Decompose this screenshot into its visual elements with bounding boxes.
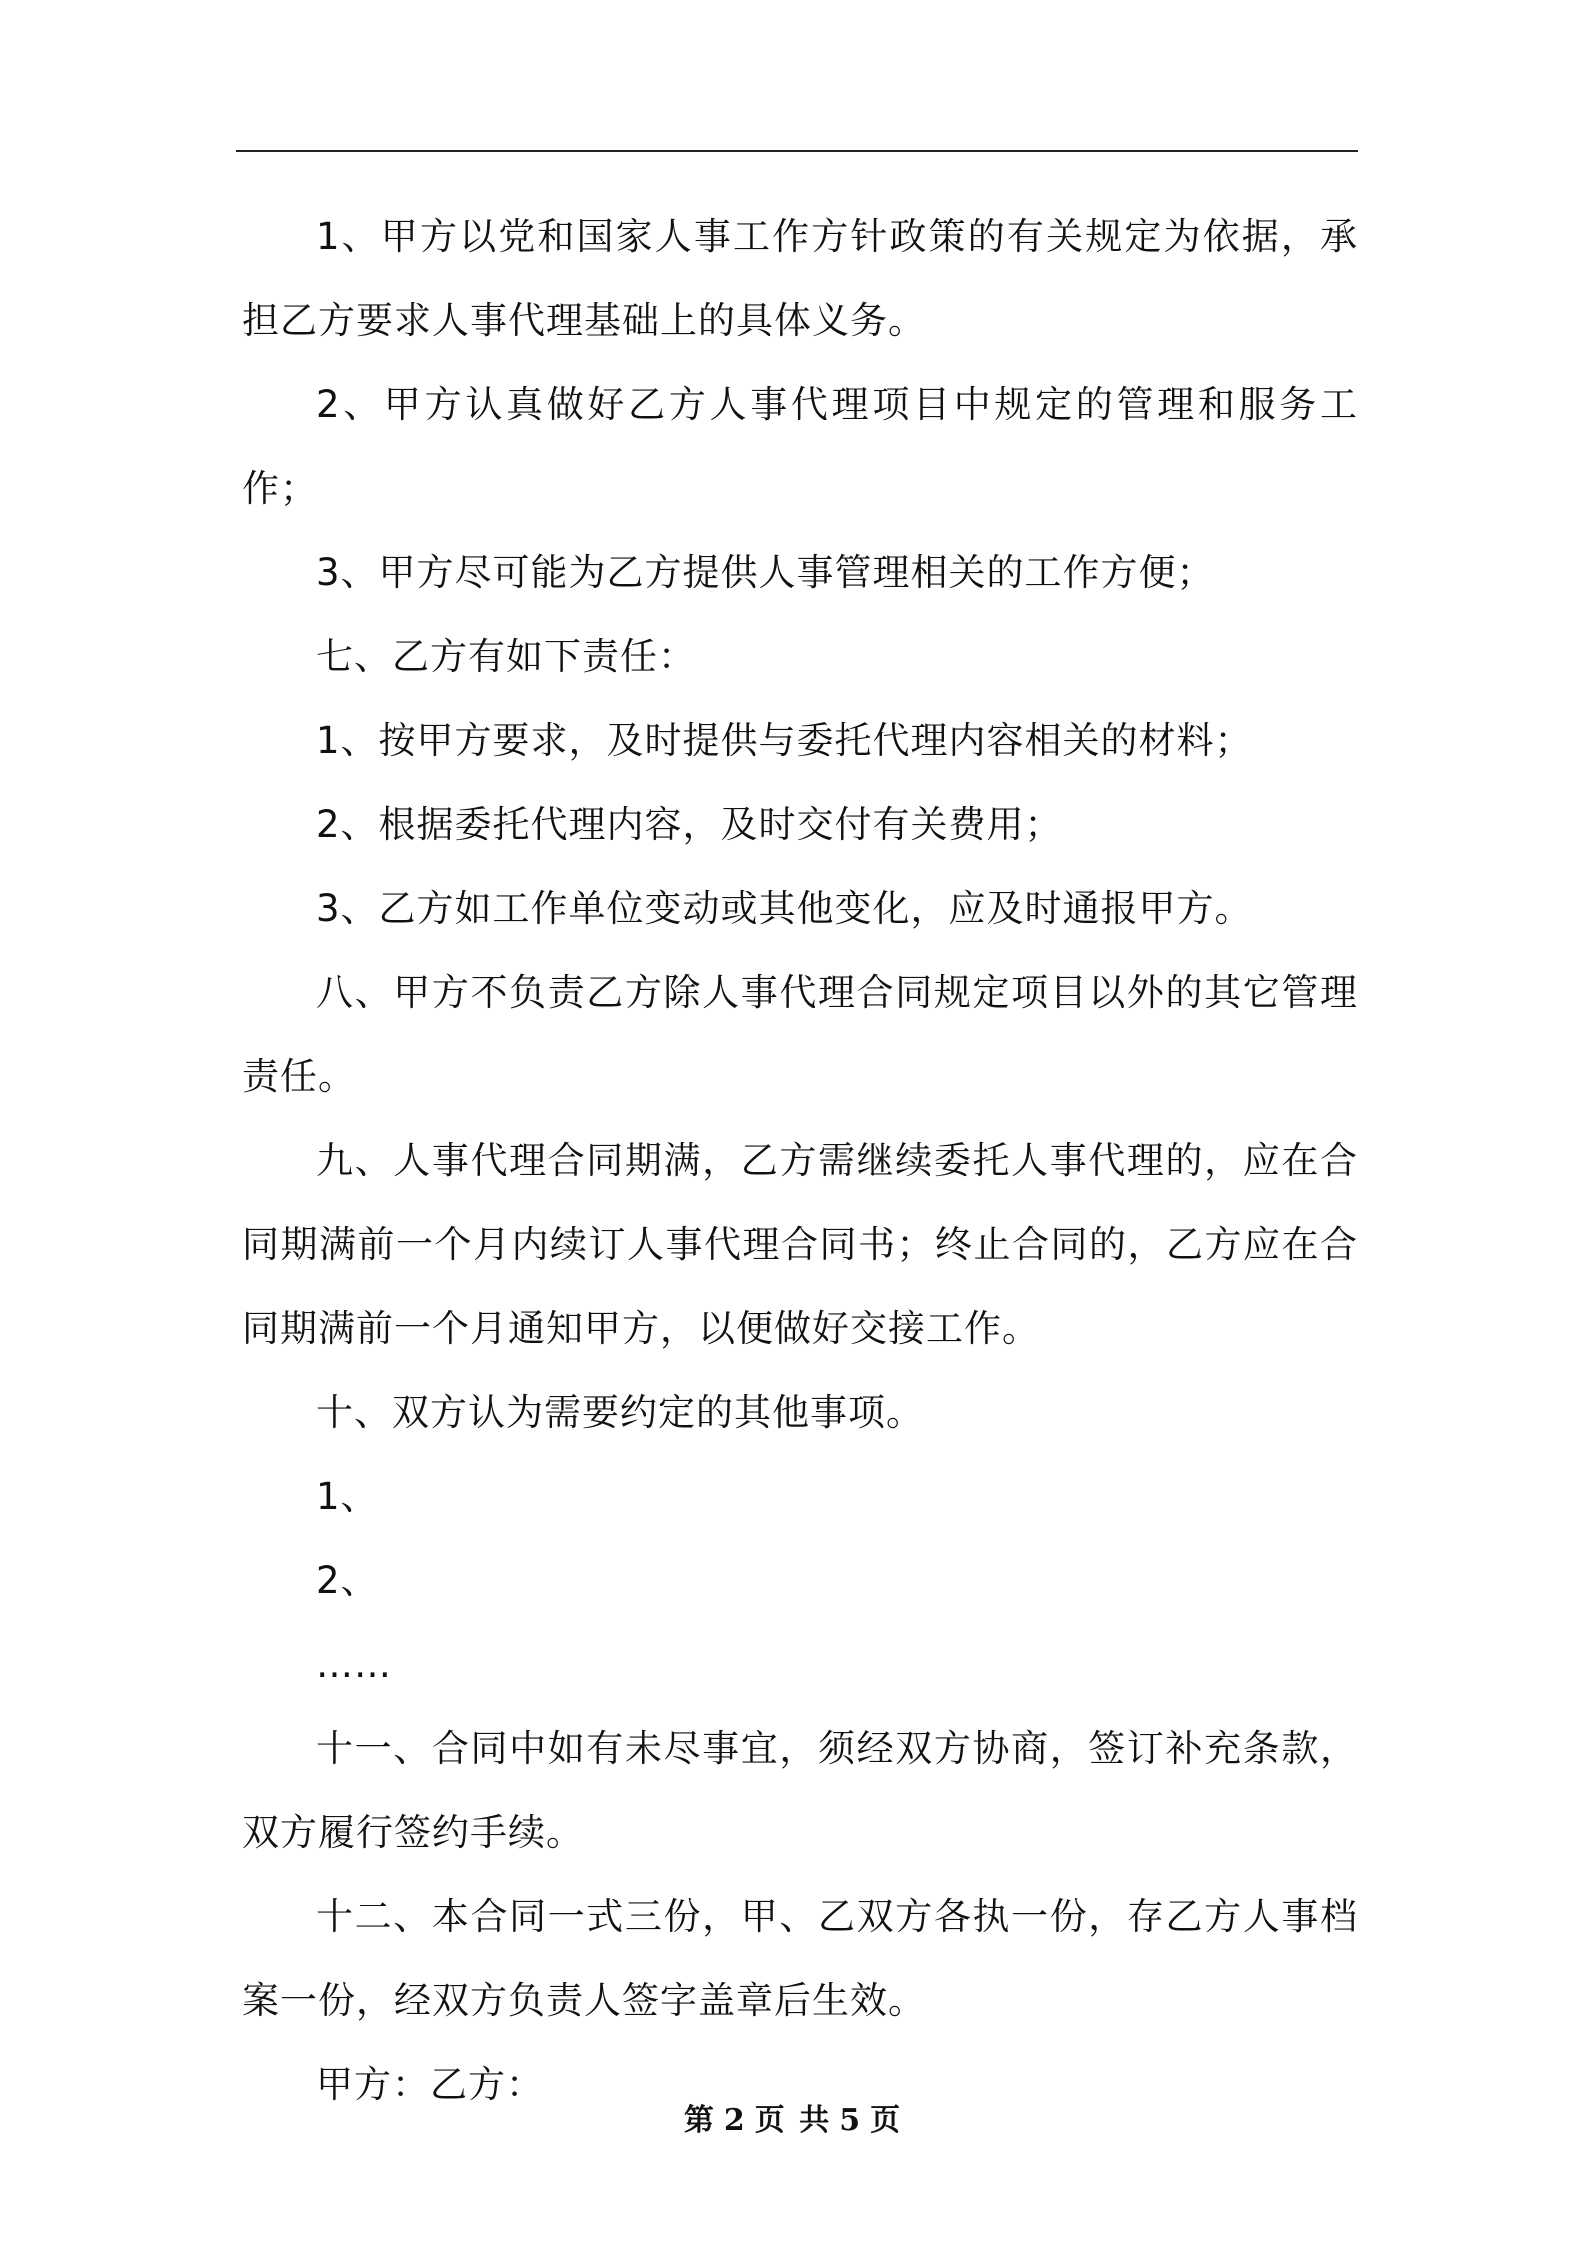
- current-page-number: 2: [723, 2103, 747, 2138]
- header-rule: [236, 150, 1358, 152]
- paragraph: 八、甲方不负责乙方除人事代理合同规定项目以外的其它管理责任。: [242, 971, 1358, 1098]
- paragraph: 1、甲方以党和国家人事工作方针政策的有关规定为依据，承担乙方要求人事代理基础上的具体义务。: [242, 215, 1358, 342]
- paragraph: 2、根据委托代理内容，及时交付有关费用；: [316, 803, 1063, 846]
- paragraph: 3、甲方尽可能为乙方提供人事管理相关的工作方便；: [316, 551, 1215, 594]
- paragraph: 1、按甲方要求，及时提供与委托代理内容相关的材料；: [316, 719, 1253, 762]
- paragraph: 3、乙方如工作单位变动或其他变化，应及时通报甲方。: [316, 887, 1253, 930]
- ellipsis: ……: [316, 1643, 392, 1686]
- paragraph: 十一、合同中如有未尽事宜，须经双方协商，签订补充条款，双方履行签约手续。: [242, 1727, 1358, 1854]
- paragraph: 十、双方认为需要约定的其他事项。: [316, 1391, 924, 1434]
- footer-middle: 页 共: [754, 2103, 832, 2138]
- footer-suffix: 页: [870, 2103, 903, 2138]
- document-body: [242, 195, 1358, 2127]
- section-heading: 七、乙方有如下责任：: [316, 635, 696, 678]
- paragraph: 十二、本合同一式三份，甲、乙双方各执一份，存乙方人事档案一份，经双方负责人签字盖章后生效。: [242, 1895, 1358, 2022]
- list-item: 1、: [316, 1475, 379, 1518]
- page-number-footer: [0, 2095, 1586, 2139]
- footer-prefix: 第: [683, 2103, 716, 2138]
- paragraph: 2、甲方认真做好乙方人事代理项目中规定的管理和服务工作；: [242, 383, 1358, 510]
- signature-line: 甲方：乙方：: [316, 2063, 544, 2106]
- list-item: 2、: [316, 1559, 379, 1602]
- total-pages-number: 5: [839, 2103, 863, 2138]
- paragraph: 九、人事代理合同期满，乙方需继续委托人事代理的，应在合同期满前一个月内续订人事代理合同书；终止合同的，乙方应在合同期满前一个月通知甲方，以便做好交接工作。: [242, 1139, 1358, 1350]
